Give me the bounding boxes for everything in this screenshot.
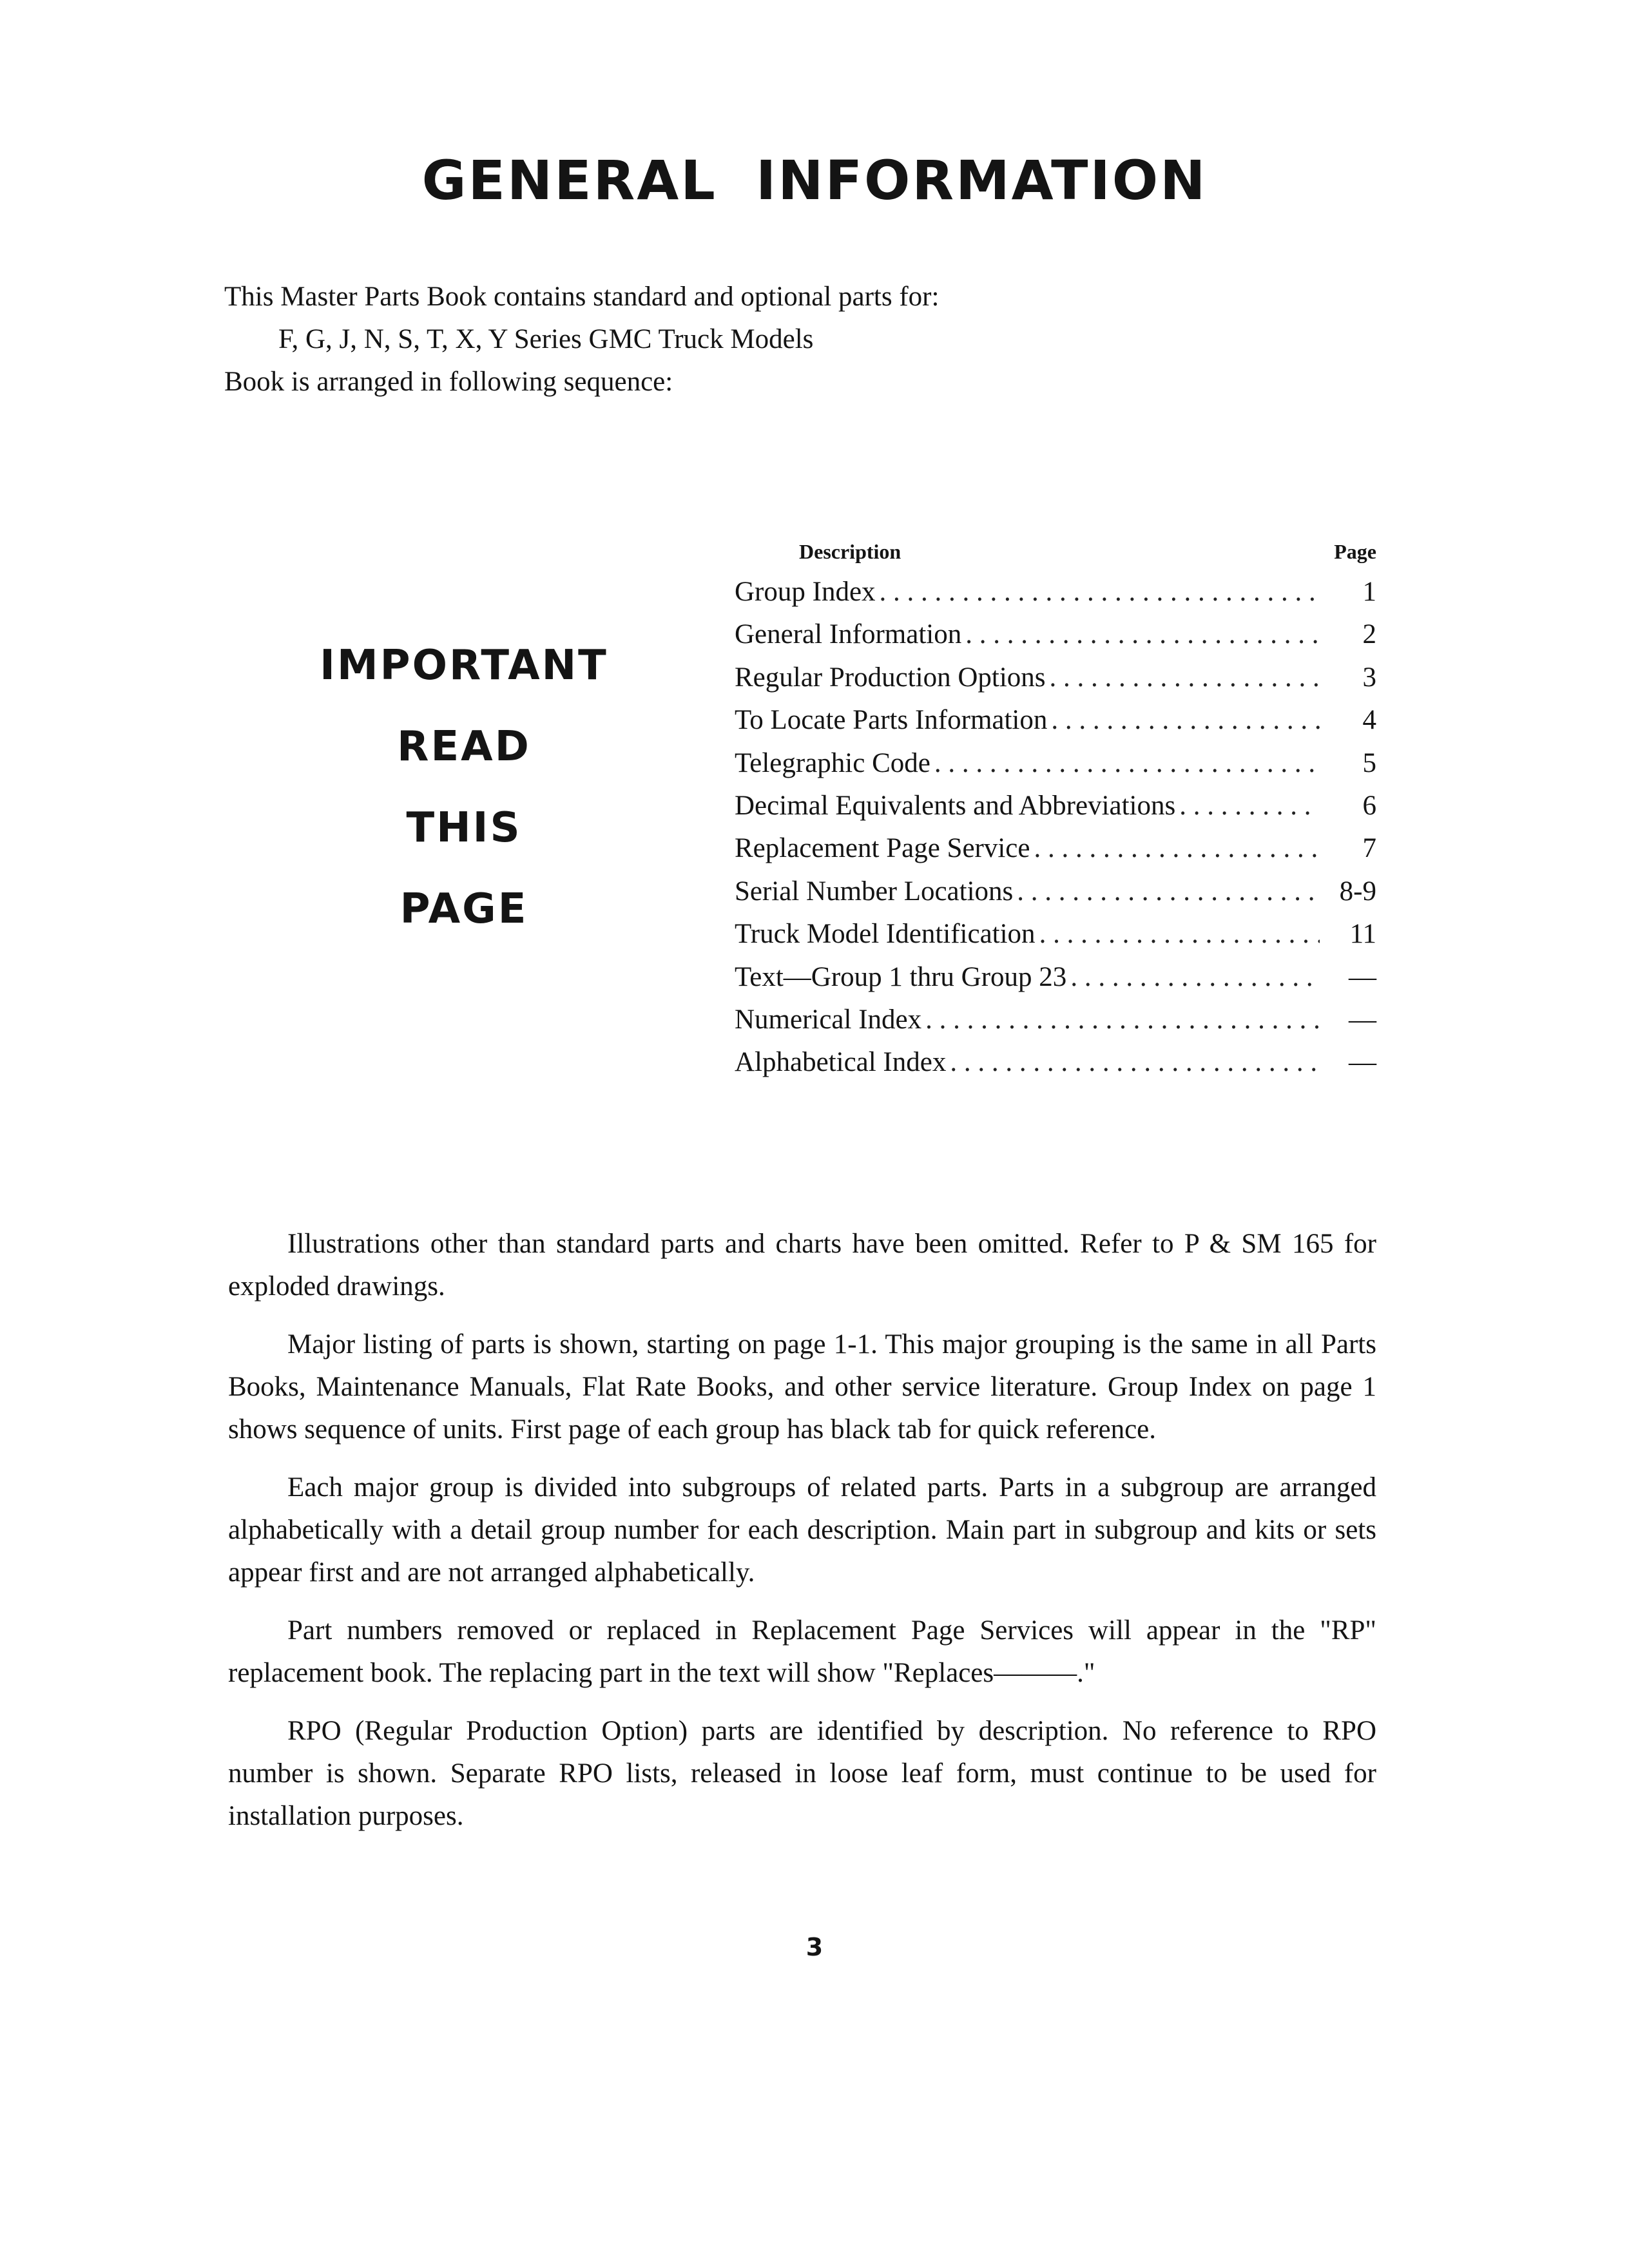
intro-text [224, 276, 939, 403]
toc-leader-dots [950, 1041, 1320, 1084]
toc-row-label: Alphabetical Index [735, 1047, 947, 1078]
toc-row-page: 7 [1362, 833, 1376, 864]
toc-header [735, 540, 1376, 571]
paragraph-rpo: RPO (Regular Production Option) parts are identified by description. No reference to RPO number is shown. Separate RPO lists, released in loose leaf form, must continue to be used for installation purposes. [228, 1716, 1376, 1831]
important-word-4: PAGE [400, 885, 528, 933]
toc-row [735, 1041, 1376, 1084]
toc-row-label: Group Index [735, 577, 876, 607]
toc-row-label: General Information [735, 619, 962, 650]
toc-header-description: Description [799, 540, 901, 563]
toc-row-page: 2 [1362, 619, 1376, 650]
paragraph-part-numbers: Part numbers removed or replaced in Replacement Page Services will appear in the "RP" replacement book. The replacing part in the text will show "Replaces———." [228, 1615, 1376, 1688]
intro-line-3: Book is arranged in following sequence: [224, 367, 673, 397]
toc-row [735, 785, 1376, 827]
toc-leader-dots [965, 613, 1320, 656]
important-notice [303, 625, 625, 950]
toc-row [735, 870, 1376, 913]
toc-row-label: Replacement Page Service [735, 833, 1030, 864]
page-title: GENERAL INFORMATION [421, 149, 1208, 212]
toc-row [735, 571, 1376, 613]
table-of-contents [735, 540, 1376, 1084]
toc-row-page: 1 [1362, 577, 1376, 607]
toc-row-label: To Locate Parts Information [735, 705, 1048, 736]
toc-row-label: Truck Model Identification [735, 919, 1036, 950]
toc-row-label: Numerical Index [735, 1004, 922, 1035]
toc-row [735, 913, 1376, 956]
toc-header-page: Page [1334, 540, 1376, 563]
toc-leader-dots [1179, 785, 1320, 827]
toc-rows [735, 571, 1376, 1084]
important-word-1: IMPORTANT [320, 642, 608, 689]
toc-row [735, 699, 1376, 742]
toc-row-page: — [1349, 961, 1376, 992]
toc-row-page: 8-9 [1339, 876, 1376, 907]
toc-row [735, 956, 1376, 999]
toc-leader-dots [934, 742, 1320, 785]
toc-row-label: Serial Number Locations [735, 876, 1014, 907]
intro-line-2: F, G, J, N, S, T, X, Y Series GMC Truck Models [278, 324, 814, 354]
important-word-2: READ [397, 723, 531, 771]
toc-row-page: 3 [1362, 662, 1376, 693]
toc-row-page: 4 [1362, 705, 1376, 736]
paragraph-illustrations: Illustrations other than standard parts and charts have been omitted. Refer to P & SM 165 for exploded drawings. [228, 1229, 1376, 1302]
toc-row [735, 827, 1376, 870]
toc-row-label: Text—Group 1 thru Group 23 [735, 961, 1067, 992]
toc-leader-dots [1034, 827, 1320, 870]
toc-row [735, 999, 1376, 1041]
page-number: 3 [805, 1933, 824, 1961]
toc-leader-dots [1070, 956, 1320, 999]
toc-row-page: — [1349, 1004, 1376, 1035]
toc-row [735, 742, 1376, 785]
toc-row-page: 6 [1362, 790, 1376, 821]
toc-leader-dots [1050, 657, 1320, 699]
intro-line-1: This Master Parts Book contains standard and optional parts for: [224, 282, 940, 312]
paragraph-major-listing: Major listing of parts is shown, starting on page 1-1. This major grouping is the same in all Parts Books, Maintenance Manuals, Flat Rate Books, and other service literature. Group Index on page 1 shows sequence of units. First page of each group has black tab for quick reference. [228, 1329, 1376, 1445]
toc-row-label: Decimal Equivalents and Abbreviations [735, 790, 1176, 821]
body-text [228, 1223, 1376, 1853]
toc-leader-dots [925, 999, 1320, 1041]
important-word-3: THIS [406, 804, 522, 852]
toc-leader-dots [1039, 913, 1320, 956]
toc-leader-dots [1051, 699, 1320, 742]
toc-leader-dots [1017, 870, 1320, 913]
toc-row [735, 657, 1376, 699]
toc-row-label: Telegraphic Code [735, 747, 930, 778]
paragraph-subgroups: Each major group is divided into subgroups of related parts. Parts in a subgroup are arranged alphabetically with a detail group number for each description. Main part in subgroup and kits or sets appear first and are not arranged alphabetically. [228, 1472, 1376, 1588]
toc-row [735, 613, 1376, 656]
toc-row-page: — [1349, 1047, 1376, 1078]
toc-row-label: Regular Production Options [735, 662, 1046, 693]
toc-leader-dots [880, 571, 1320, 613]
toc-row-page: 11 [1349, 919, 1376, 950]
toc-row-page: 5 [1362, 747, 1376, 778]
